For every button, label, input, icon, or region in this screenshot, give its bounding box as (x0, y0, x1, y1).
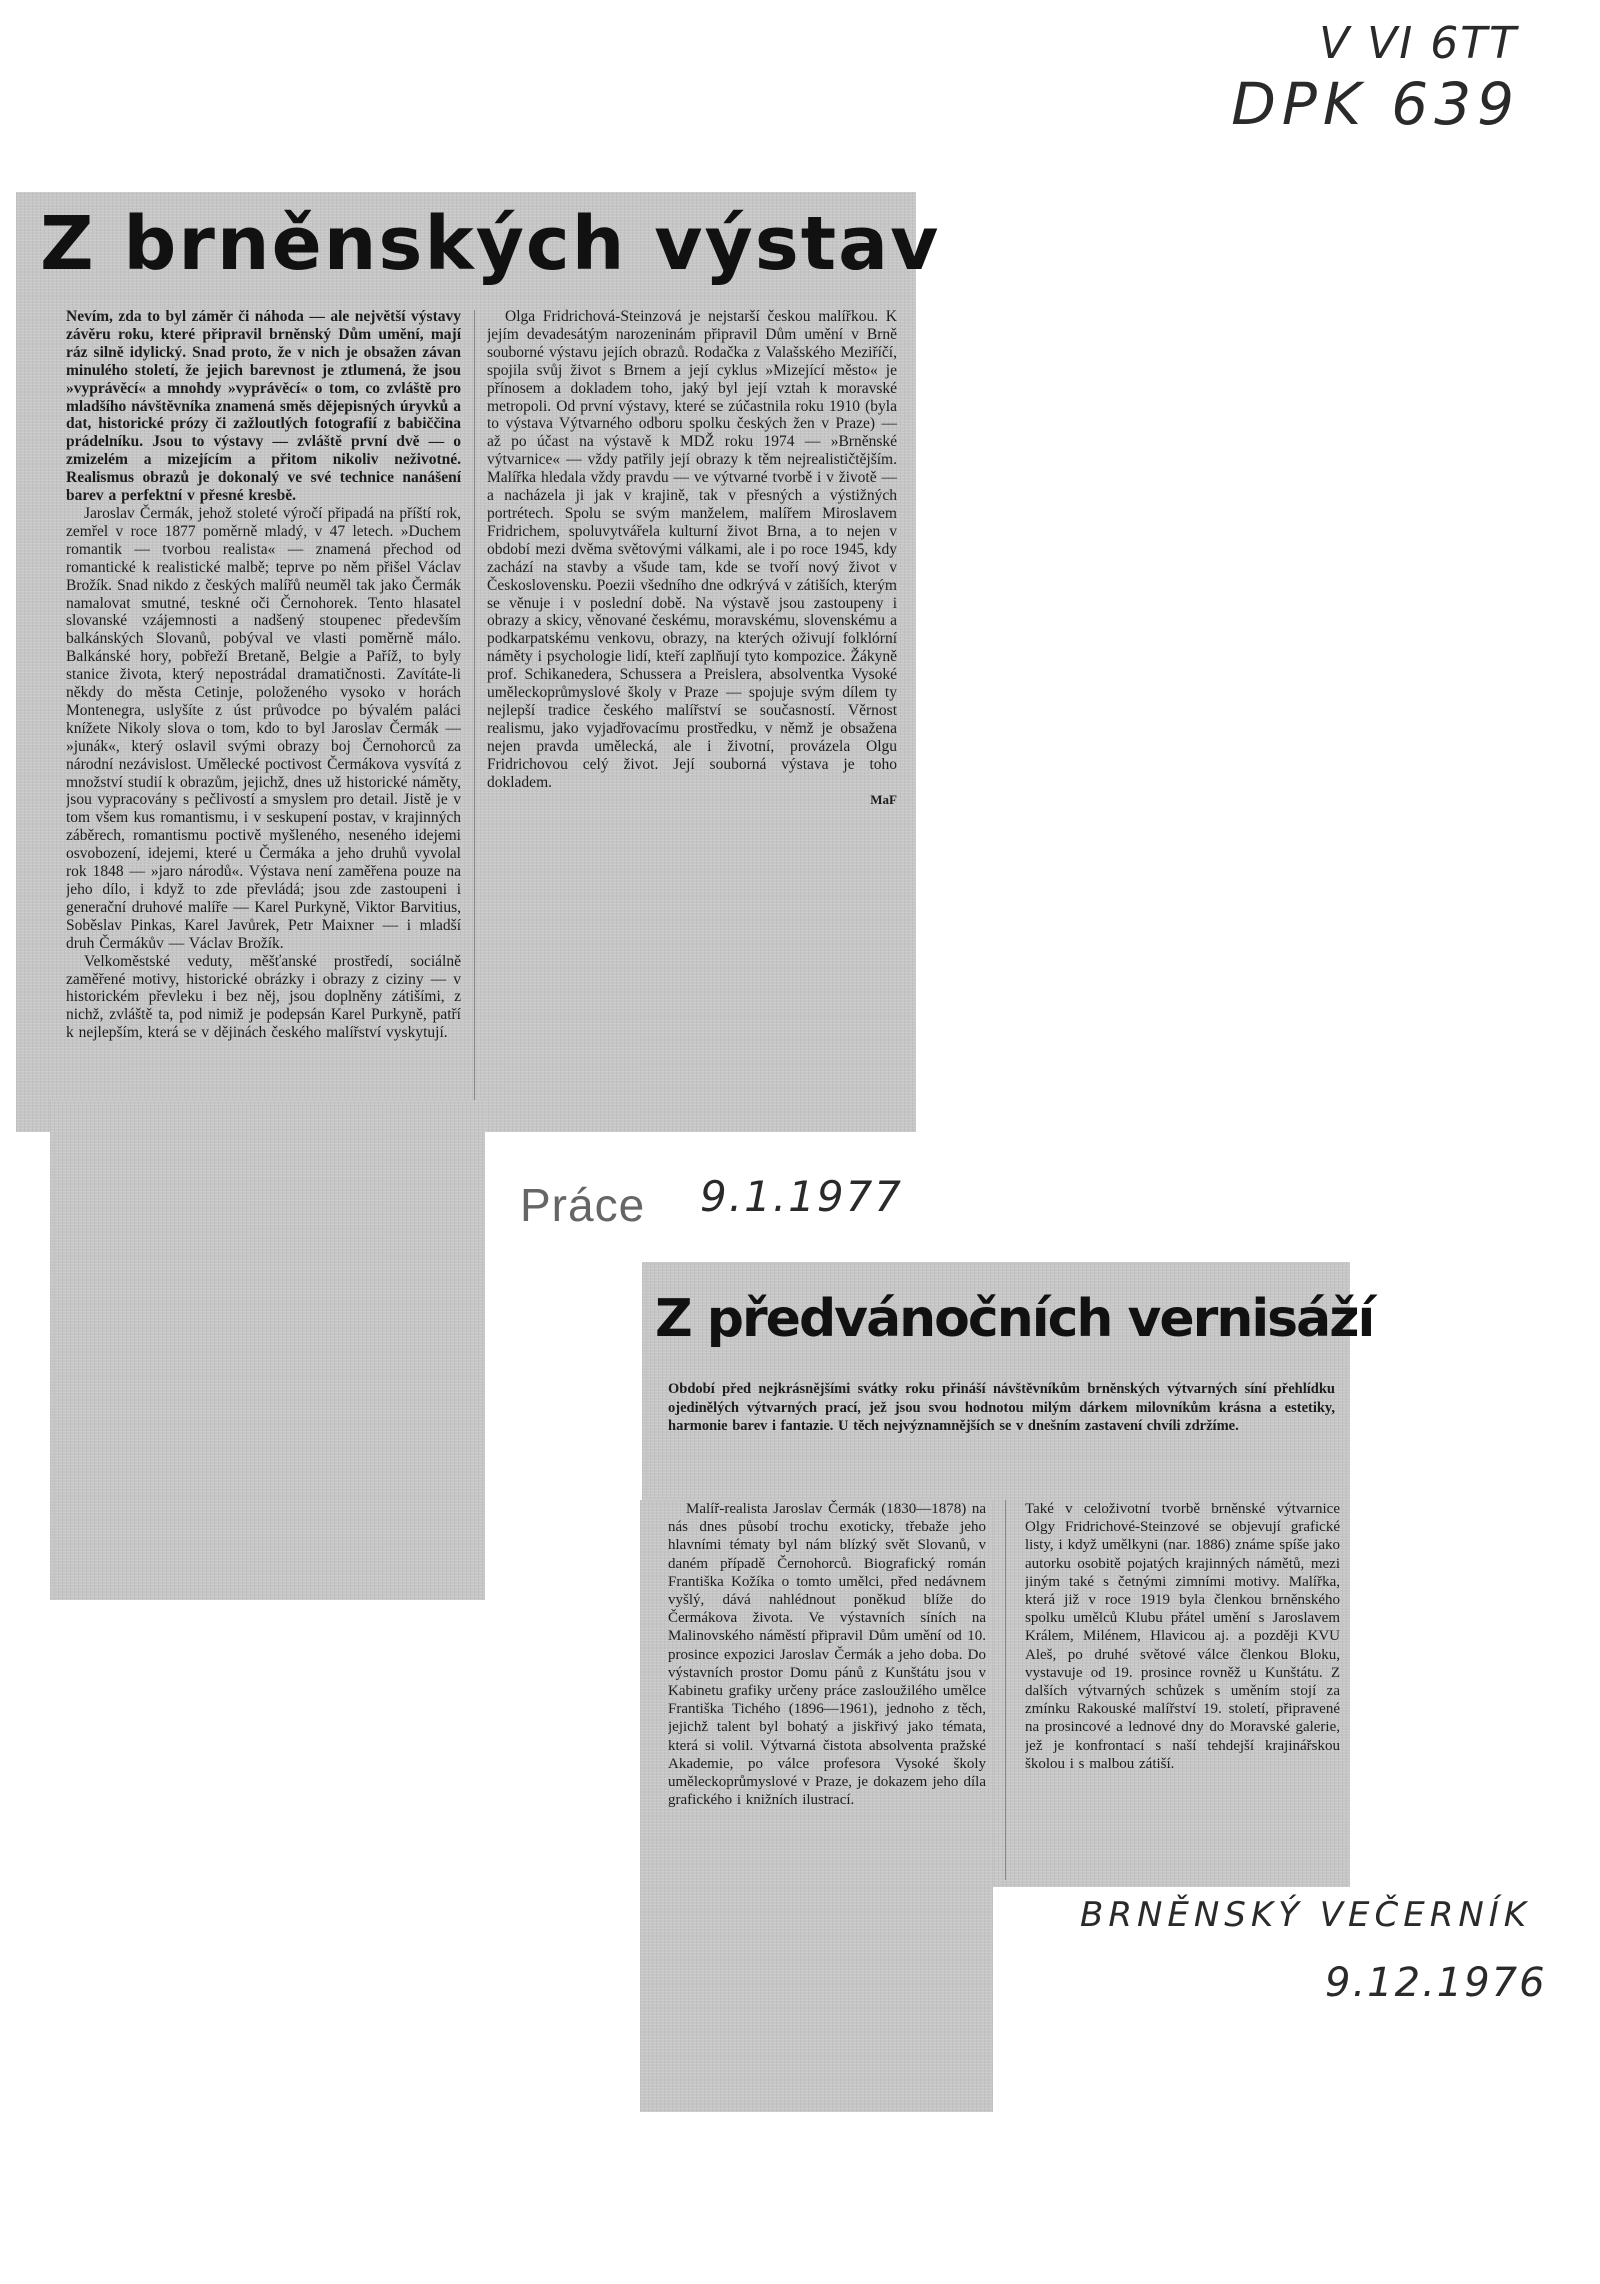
clipping-2-paragraph-2: Také v celoživotní tvorbě brněnské výtvarnice Olgy Fridrichové-Steinzové se objevují grafické listy, i když umělkyni (nar. 1886) známe spíše jako autorku osobitě pojatých krajinných námětů, mezi jiným také s četnými zimními motivy. Malířka, která již v roce 1919 byla členkou brněnského spolku umělců Klubu přátel umění s Jaroslavem Králem, Milénem, Hlavicou aj. a později KVU Aleš, po druhé světové válce členkou Bloku, vystavuje od 19. prosince rovněž u Kunštátu. Z dalších výtvarných schůzek s uměním stojí za zmínku Rakouské malířství 19. století, připravené na prosincové a lednové dny do Moravské galerie, jež je konfrontací s naší tehdejší krajinářskou školou i s malbou zátiší. (1025, 1501, 1340, 1772)
clipping-2-column-left (668, 1500, 986, 2105)
clipping-1-column-rule (474, 310, 475, 1100)
clipping-1-lead: Nevím, zda to byl záměr či náhoda — ale největší výstavy závěru roku, které připravil brněnský Dům umění, mají ráz silně idylický. Snad proto, že v nich je obsažen závan minulého století, že jejich barevnost je ztlumená, že jsou »vyprávěcí« a mnohdy »vyprávěcí« o tom, co zvláště pro mladšího návštěvníka znamená směs dějepisných úryvků a dat, historické prózy či zažloutlých fotografií z babiččina prádelníku. Jsou to výstavy — zvláště první dvě — o zmizelém a mizejícím a přitom nikoliv neživotné. Realismus obrazů je dokonalý ve své technice nanášení barev a perfektní v přesné kresbě. (66, 308, 461, 505)
clipping-2-lead: Období před nejkrásnějšími svátky roku přináší návštěvníkům brněnských výtvarných síní přehlídku ojedinělých výtvarných prací, jež jsou svou hodnotou milým dárkem milovníkům krásna a estetiky, harmonie barev i fantazie. U těch nejvýznamnějších se v dnešním zastavení chvíli zdržíme. (668, 1381, 1335, 1435)
clipping-1-source-stamp: Práce (520, 1179, 646, 1231)
clipping-2-date: 9.12.1976 (1325, 1960, 1547, 2006)
clipping-2-source-handwritten: BRNĚNSKÝ VEČERNÍK (1080, 1895, 1532, 1935)
clipping-1-title: Z brněnských výstav (40, 201, 941, 287)
clipping-2-paragraph-1: Malíř-realista Jaroslav Čermák (1830—1878) na nás dnes působí trochu exoticky, třebaže jeho hlavními tématy byl nám blízký svět Slovanů, v daném případě Černohorců. Biografický román Františka Kožíka o tomto umělci, před nedávnem vyšlý, dává nahlédnout poněkud blíže do Čermákova života. Ve výstavních síních na Malinovského náměstí připravil Dům umění od 10. prosince expozici Jaroslav Čermák a jeho doba. Do výstavních prostor Domu pánů z Kunštátu jsou v Kabinetu grafiky určeny práce zasloužilého umělce Františka Tichého (1896—1961), jednoho z těch, jejichž talent byl bohatý a jiskřivý jako témata, která si volil. Výtvarná čistota absolventa pražské Akademie, po válce profesora Vysoké školy uměleckoprůmyslové v Praze, je dokazem jeho díla grafického i knižních ilustrací. (668, 1501, 986, 1809)
clipping-1-date: 9.1.1977 (700, 1172, 904, 1221)
clipping-2-column-right (1025, 1500, 1340, 1880)
clipping-1-column-left (66, 308, 461, 1588)
clipping-2-title: Z předvánočních vernisáží (655, 1289, 1374, 1349)
clipping-1-paragraph-1: Jaroslav Čermák, jehož stoleté výročí připadá na příští rok, zemřel v roce 1877 poměrně mladý, v 47 letech. »Duchem romantik — tvorbou realista« — znamená přechod od romantické k realistické malbě; teprve po něm přišel Václav Brožík. Snad nikdo z českých malířů neuměl tak jako Čermák namalovat smutné, teskné oči Černohorek. Tento hlasatel slovanské vzájemnosti a nadšený stoupenec především balkánských Slovanů, pobýval ve vlasti poměrně málo. Balkánské hory, pobřeží Bretaně, Belgie a Paříž, to byly stanice života, který nepostrádal dramatičnosti. Zavítáte-li někdy do města Cetinje, položeného vysoko v horách Montenegra, uslyšíte z úst průvodce po bývalém paláci knížete Nikoly slova o tom, kdo to byl Jaroslav Čermák — »junák«, který oslavil svými obrazy boj Černohorců za národní nezávislost. Umělecké poctivost Čermákova vysvítá z množství studií k obrazům, jejichž, dnes už historické náměty, jsou vypracovány s pečlivostí a smyslem pro detail. Jistě je v tom všem kus romantismu, i v seskupení postav, v krajinných záběrech, romantismu poctivě myšleného, neseného idejemi osvobození, idejemi, které u Čermáka a jeho druhů vyvolal rok 1848 — »jaro národů«. Výstava není zaměřena pouze na jeho dílo, i když to zde převládá; jsou zde zastoupeni i generační druhové malíře — Karel Purkyně, Viktor Barvitius, Soběslav Pinkas, Karel Javůrek, Petr Maixner — i mladší druh Čermákův — Václav Brožík. (66, 504, 461, 952)
archive-reference-top: V VI 6TT (1319, 18, 1518, 69)
clipping-2-column-rule (1005, 1500, 1006, 1880)
clipping-1-signature: MaF (870, 792, 897, 808)
clipping-1-column-right (487, 308, 897, 1088)
clipping-1-paragraph-3: Olga Fridrichová-Steinzová je nejstarší českou malířkou. K jejím devadesátým narozeninám připravil Dům umění v Brně souborné výstavu jejích obrazů. Rodačka z Valašského Meziříčí, spojila svůj život s Brnem a její cyklus »Mizející město« je přínosem a dokladem toho, jaký byl její vztah k moravské metropoli. Od první výstavy, které se zúčastnila roku 1910 (byla to výstava Výtvarného odboru spolku českých žen v Praze) — až po účast na výstavě k MDŽ roku 1974 — »Brněnské výtvarnice« — vždy patřily její obrazy k těm nejrealističtějším. Malířka hledala vždy pravdu — ve výtvarné tvorbě i v životě — a nacházela ji jak v krajině, tak v přesných a výstižných portrétech. Spolu se svým manželem, malířem Miroslavem Fridrichem, spoluvytvářela kulturní život Brna, a to nejen v období mezi dvěma světovými válkami, ale i po roce 1945, kdy zachází na stavby a všude tam, kde se tvoří nový život v Československu. Poezii všedního dne odkrývá v zátiších, kterým se věnuje i v poslední době. Na výstavě jsou zastoupeny i obrazy a skicy, věnované českému, moravskému, slovenskému a podkarpatskému venkovu, obrazy, na kterých oživují folklórní náměty i psychologie lidí, kteří zaplňují tyto kompozice. Žákyně prof. Schikanedera, Schussera a Preislera, absolventka Vysoké uměleckoprůmyslové školy v Praze — spojuje svým dílem ty nejlepší tradice českého malířství se současností. Věrnost realismu, jako vyjadřovacímu prostředku, v němž je obsažena nejen pravda umělecká, ale i životní, provázela Olgu Fridrichovou celý život. Její souborná výstava je toho dokladem. (487, 308, 897, 791)
clipping-1-paragraph-2: Velkoměstské veduty, měšťanské prostředí, sociálně zaměřené motivy, historické obrázky i obrazy z ciziny — v historickém převleku i bez něj, jsou doplněny zátišími, z nichž, zvláště ta, pod nimiž je podepsán Karel Purkyně, patří k nejlepším, která se v dějinách českého malířství vyskytují. (66, 952, 461, 1042)
archive-reference-code: DPK 639 (1231, 70, 1520, 138)
